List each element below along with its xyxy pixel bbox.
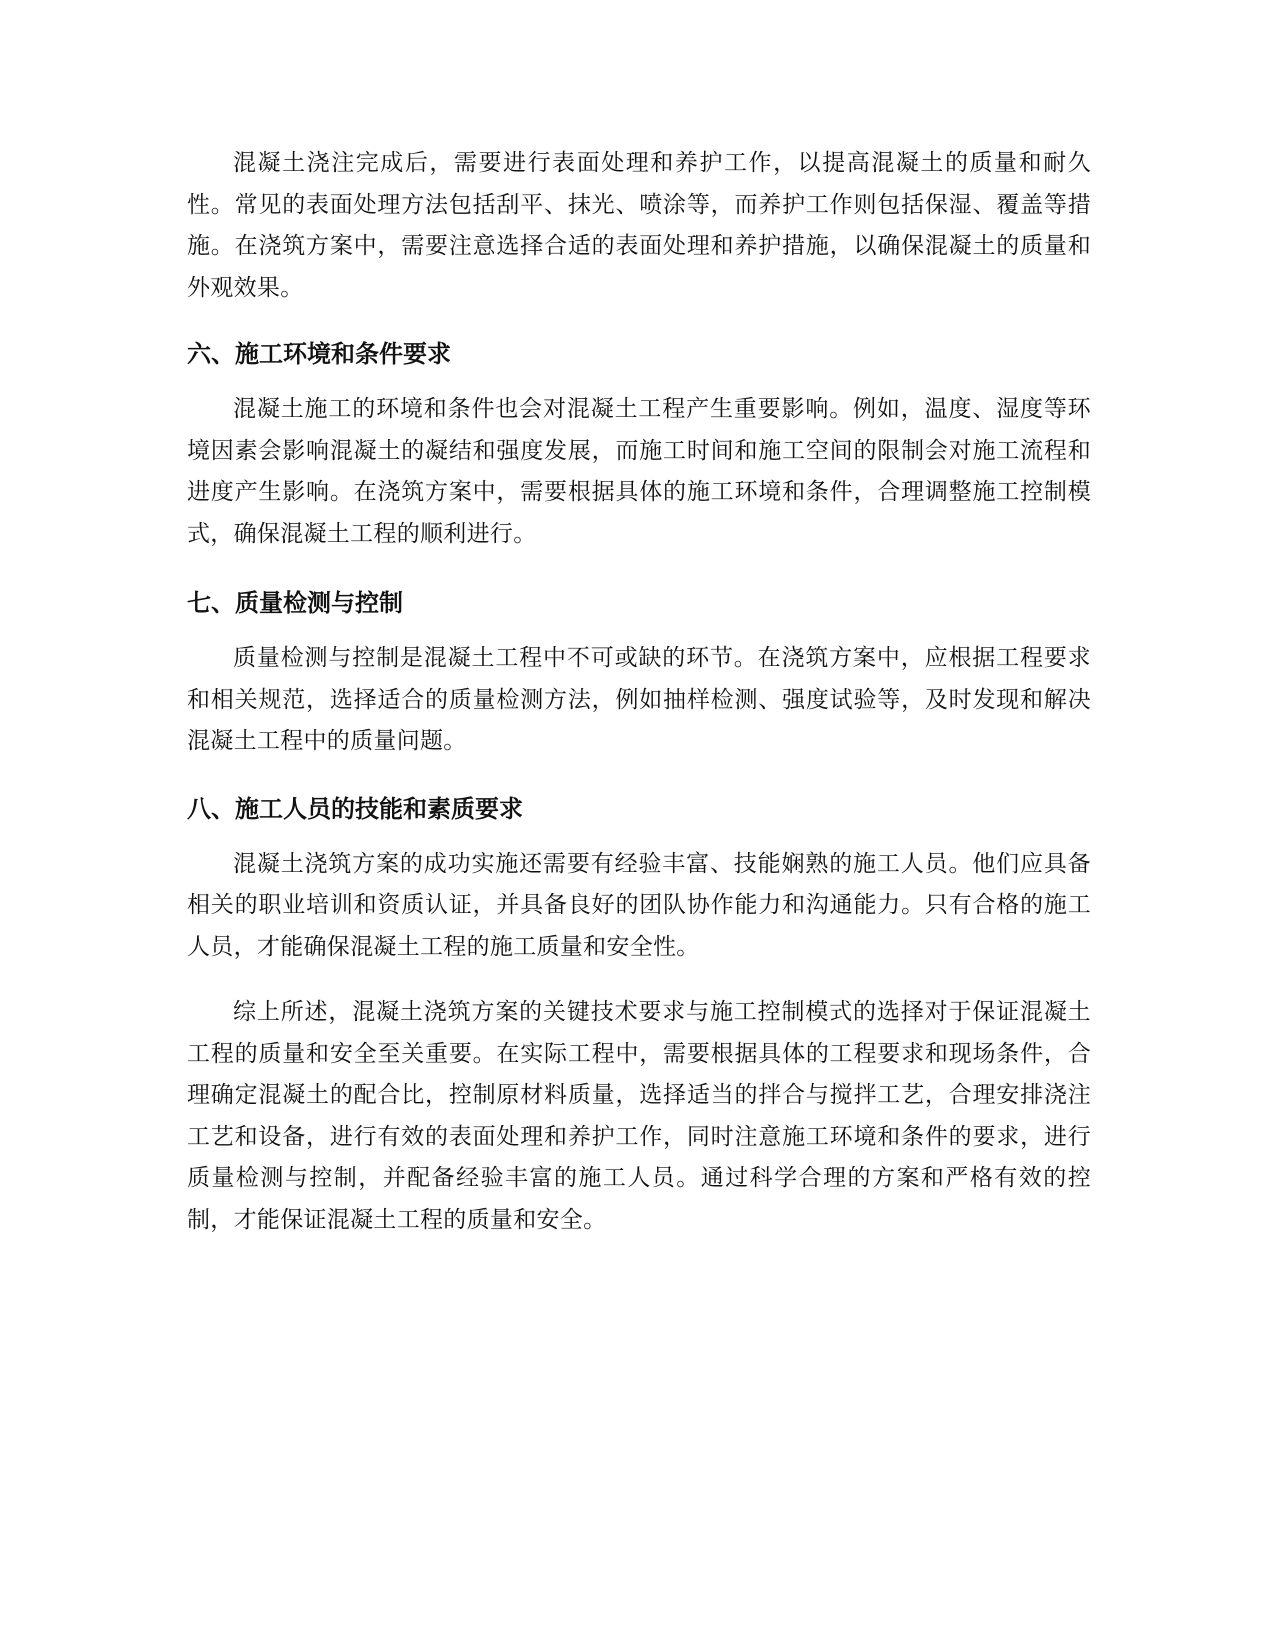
paragraph-conclusion: 综上所述，混凝土浇筑方案的关键技术要求与施工控制模式的选择对于保证混凝土工程的质量和安全至关重要。在实际工程中，需要根据具体的工程要求和现场条件，合理确定混凝土的配合比，控制原材料质量，选择适当的拌合与搅拌工艺，合理安排浇注工艺和设备，进行有效的表面处理和养护工作，同时注意施工环境和条件的要求，进行质量检测与控制，并配备经验丰富的施工人员。通过科学合理的方案和严格有效的控制，才能保证混凝土工程的质量和安全。 [187, 999, 1091, 1233]
paragraph-quality: 质量检测与控制是混凝土工程中不可或缺的环节。在浇筑方案中，应根据工程要求和相关规范，选择适合的质量检测方法，例如抽样检测、强度试验等，及时发现和解决混凝土工程中的质量问题。 [187, 645, 1091, 754]
section-heading-eight: 八、施工人员的技能和素质要求 [187, 794, 523, 823]
section-heading-seven: 七、质量检测与控制 [187, 589, 403, 617]
paragraph-environment: 混凝土施工的环境和条件也会对混凝土工程产生重要影响。例如，温度、湿度等环境因素会影响混凝土的凝结和强度发展，而施工时间和施工空间的限制会对施工流程和进度产生影响。在浇筑方案中，需要根据具体的施工环境和条件，合理调整施工控制模式，确保混凝土工程的顺利进行。 [187, 396, 1091, 547]
section-heading-six: 六、施工环境和条件要求 [187, 340, 451, 368]
paragraph-personnel: 混凝土浇筑方案的成功实施还需要有经验丰富、技能娴熟的施工人员。他们应具备相关的职业培训和资质认证，并具备良好的团队协作能力和沟通能力。只有合格的施工人员，才能确保混凝土工程的施工质量和安全性。 [187, 850, 1091, 960]
document-body [187, 143, 1091, 1241]
paragraph-surface-treatment: 混凝土浇注完成后，需要进行表面处理和养护工作，以提高混凝土的质量和耐久性。常见的表面处理方法包括刮平、抹光、喷涂等，而养护工作则包括保湿、覆盖等措施。在浇筑方案中，需要注意选择合适的表面处理和养护措施，以确保混凝土的质量和外观效果。 [187, 150, 1091, 301]
